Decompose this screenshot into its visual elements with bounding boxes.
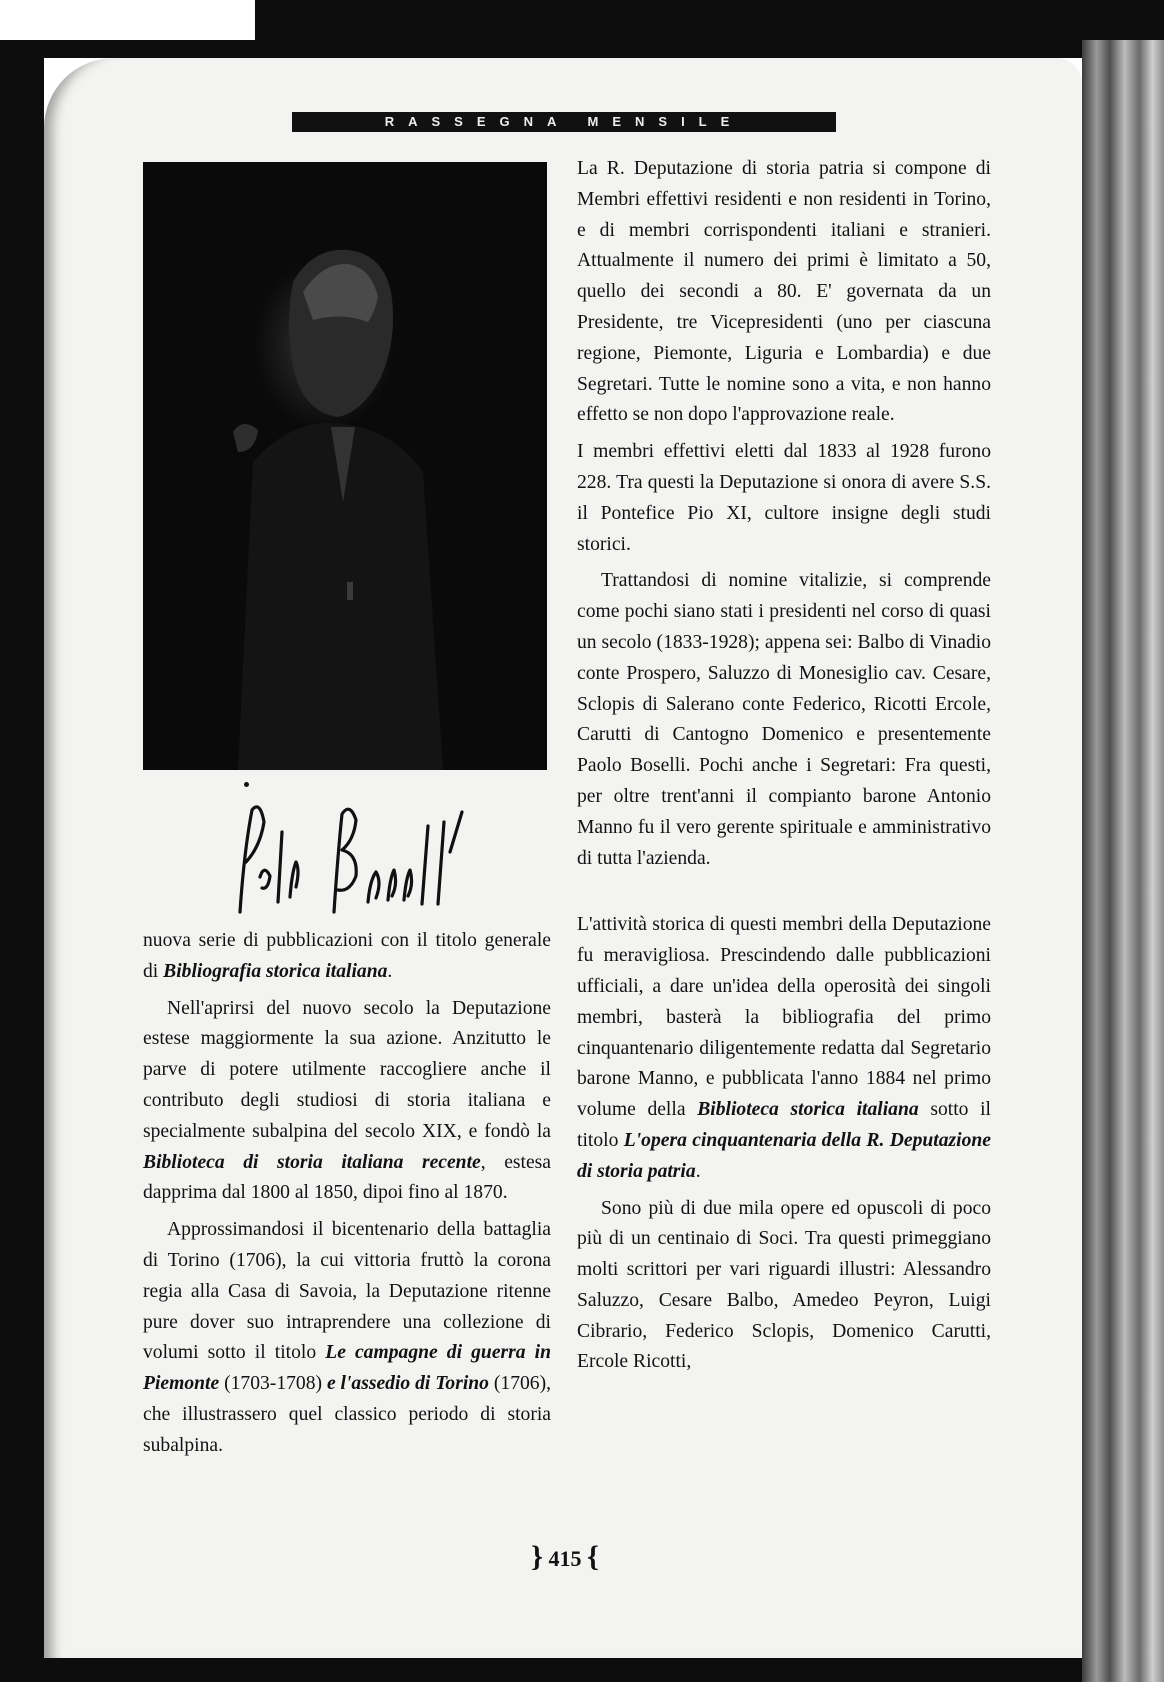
page-number-text: 415	[548, 1546, 582, 1571]
text-run: Nell'aprirsi del nuovo secolo la Deputazione estese maggiormente la sua azione. Anzitutto le parve di potere utilmente raccogliere anche il contributo degli studiosi di storia italiana e specialmente subalpina del secolo XIX, e fondò la	[143, 997, 551, 1142]
paragraph: Trattandosi di nomine vitalizie, si comprende come pochi siano stati i presidenti nel corso di quasi un secolo (1833-1928); appena sei: Balbo di Vinadio conte Prospero, Saluzzo di Monesiglio cav. Cesare, Sclopis di Salerano conte Federico, Ricotti Ercole, Carutti di Cantogno Domenico e presentemente Paolo Boselli. Pochi anche i Segretari: Fra questi, per oltre trent'anni il compianto barone Antonio Manno fu il vero gerente spirituale e amministrativo di tutta l'azienda.	[577, 570, 991, 869]
italic-title: L'opera cinquantenaria della R. Deputazione di storia patria	[577, 1129, 991, 1182]
text-run: nuova serie di pubblicazioni con il titolo generale di	[143, 930, 551, 982]
text-run: Approssimandosi il bicentenario della battaglia di Torino (1706), la cui vittoria fruttò la corona regia alla Casa di Savoia, la Deputazione ritenne pure dover suo intraprendere una collezione di volumi sotto il titolo	[143, 1219, 551, 1364]
text-run: (1706), che illustrassero quel classico periodo di storia subalpina.	[143, 1373, 552, 1456]
italic-title: Biblioteca di storia italiana recente	[143, 1151, 481, 1173]
page-number	[520, 1542, 610, 1574]
right-column-text	[577, 154, 991, 1384]
left-column-text	[143, 926, 551, 1468]
italic-title: Le campagne di guerra in Piemonte	[143, 1342, 551, 1395]
paragraph	[143, 1215, 551, 1461]
italic-title: e l'assedio di Torino	[326, 1373, 489, 1395]
running-head-text: RASSEGNA MENSILE	[384, 114, 744, 129]
handwritten-signature	[230, 792, 470, 922]
portrait-figure	[143, 162, 547, 770]
text-run: .	[387, 960, 393, 982]
italic-title: Bibliografia storica italiana	[163, 960, 388, 982]
scan-border-bottom	[0, 1658, 1164, 1682]
folio-ornament-left: }	[531, 1540, 543, 1573]
text-run: (1703-1708)	[219, 1373, 327, 1395]
folio-ornament-right: {	[587, 1540, 599, 1573]
text-run: , estesa dapprima dal 1800 al 1850, dipoi fino al 1870.	[143, 1151, 551, 1204]
paragraph: I membri effettivi eletti dal 1833 al 1928 furono 228. Tra questi la Deputazione si onora di avere S.S. il Pontefice Pio XI, cultore insigne degli studi storici.	[577, 441, 991, 555]
paragraph	[143, 994, 551, 1210]
paragraph: La R. Deputazione di storia patria si compone di Membri effettivi residenti e non residenti in Torino, e di membri corrispondenti italiani e stranieri. Attualmente il numero dei primi è limitato a 50, quello dei secondi a 80. E' governata da un Presidente, tre Vicepresidenti (uno per ciascuna regione, Piemonte, Liguria e Lombardia) e due Segretari. Tutte le nomine sono a vita, e non hanno effetto se non dopo l'approvazione reale.	[577, 158, 991, 426]
scan-border-left	[0, 40, 44, 1682]
paragraph	[577, 910, 991, 1187]
text-run: .	[695, 1160, 701, 1182]
paragraph	[143, 926, 551, 988]
italic-title: Biblioteca storica italiana	[697, 1099, 919, 1121]
section-gap	[577, 880, 991, 910]
portrait-photo	[143, 162, 547, 770]
text-run: sotto il titolo	[577, 1099, 992, 1151]
paragraph: Sono più di due mila opere ed opuscoli di poco più di un centinaio di Soci. Tra questi primeggiano molti scrittori per vari riguardi illustri: Alessandro Saluzzo, Cesare Balbo, Amedeo Peyron, Luigi Cibrario, Federico Sclopis, Domenico Carutti, Ercole Ricotti,	[577, 1197, 991, 1373]
signature-image	[230, 792, 470, 922]
signature-dot	[244, 782, 249, 787]
scan-border-notch	[0, 0, 255, 40]
book-fore-edge	[1082, 40, 1164, 1682]
running-head-band	[292, 112, 836, 132]
text-run: L'attività storica di questi membri della Deputazione fu meravigliosa. Prescindendo dalle pubblicazioni ufficiali, a dare un'idea della operosità dei singoli membri, basterà la bibliografia del primo cinquantenario diligentemente redatta dal Segretario barone Manno, e pubblicata l'anno 1884 nel primo volume della	[577, 914, 991, 1121]
